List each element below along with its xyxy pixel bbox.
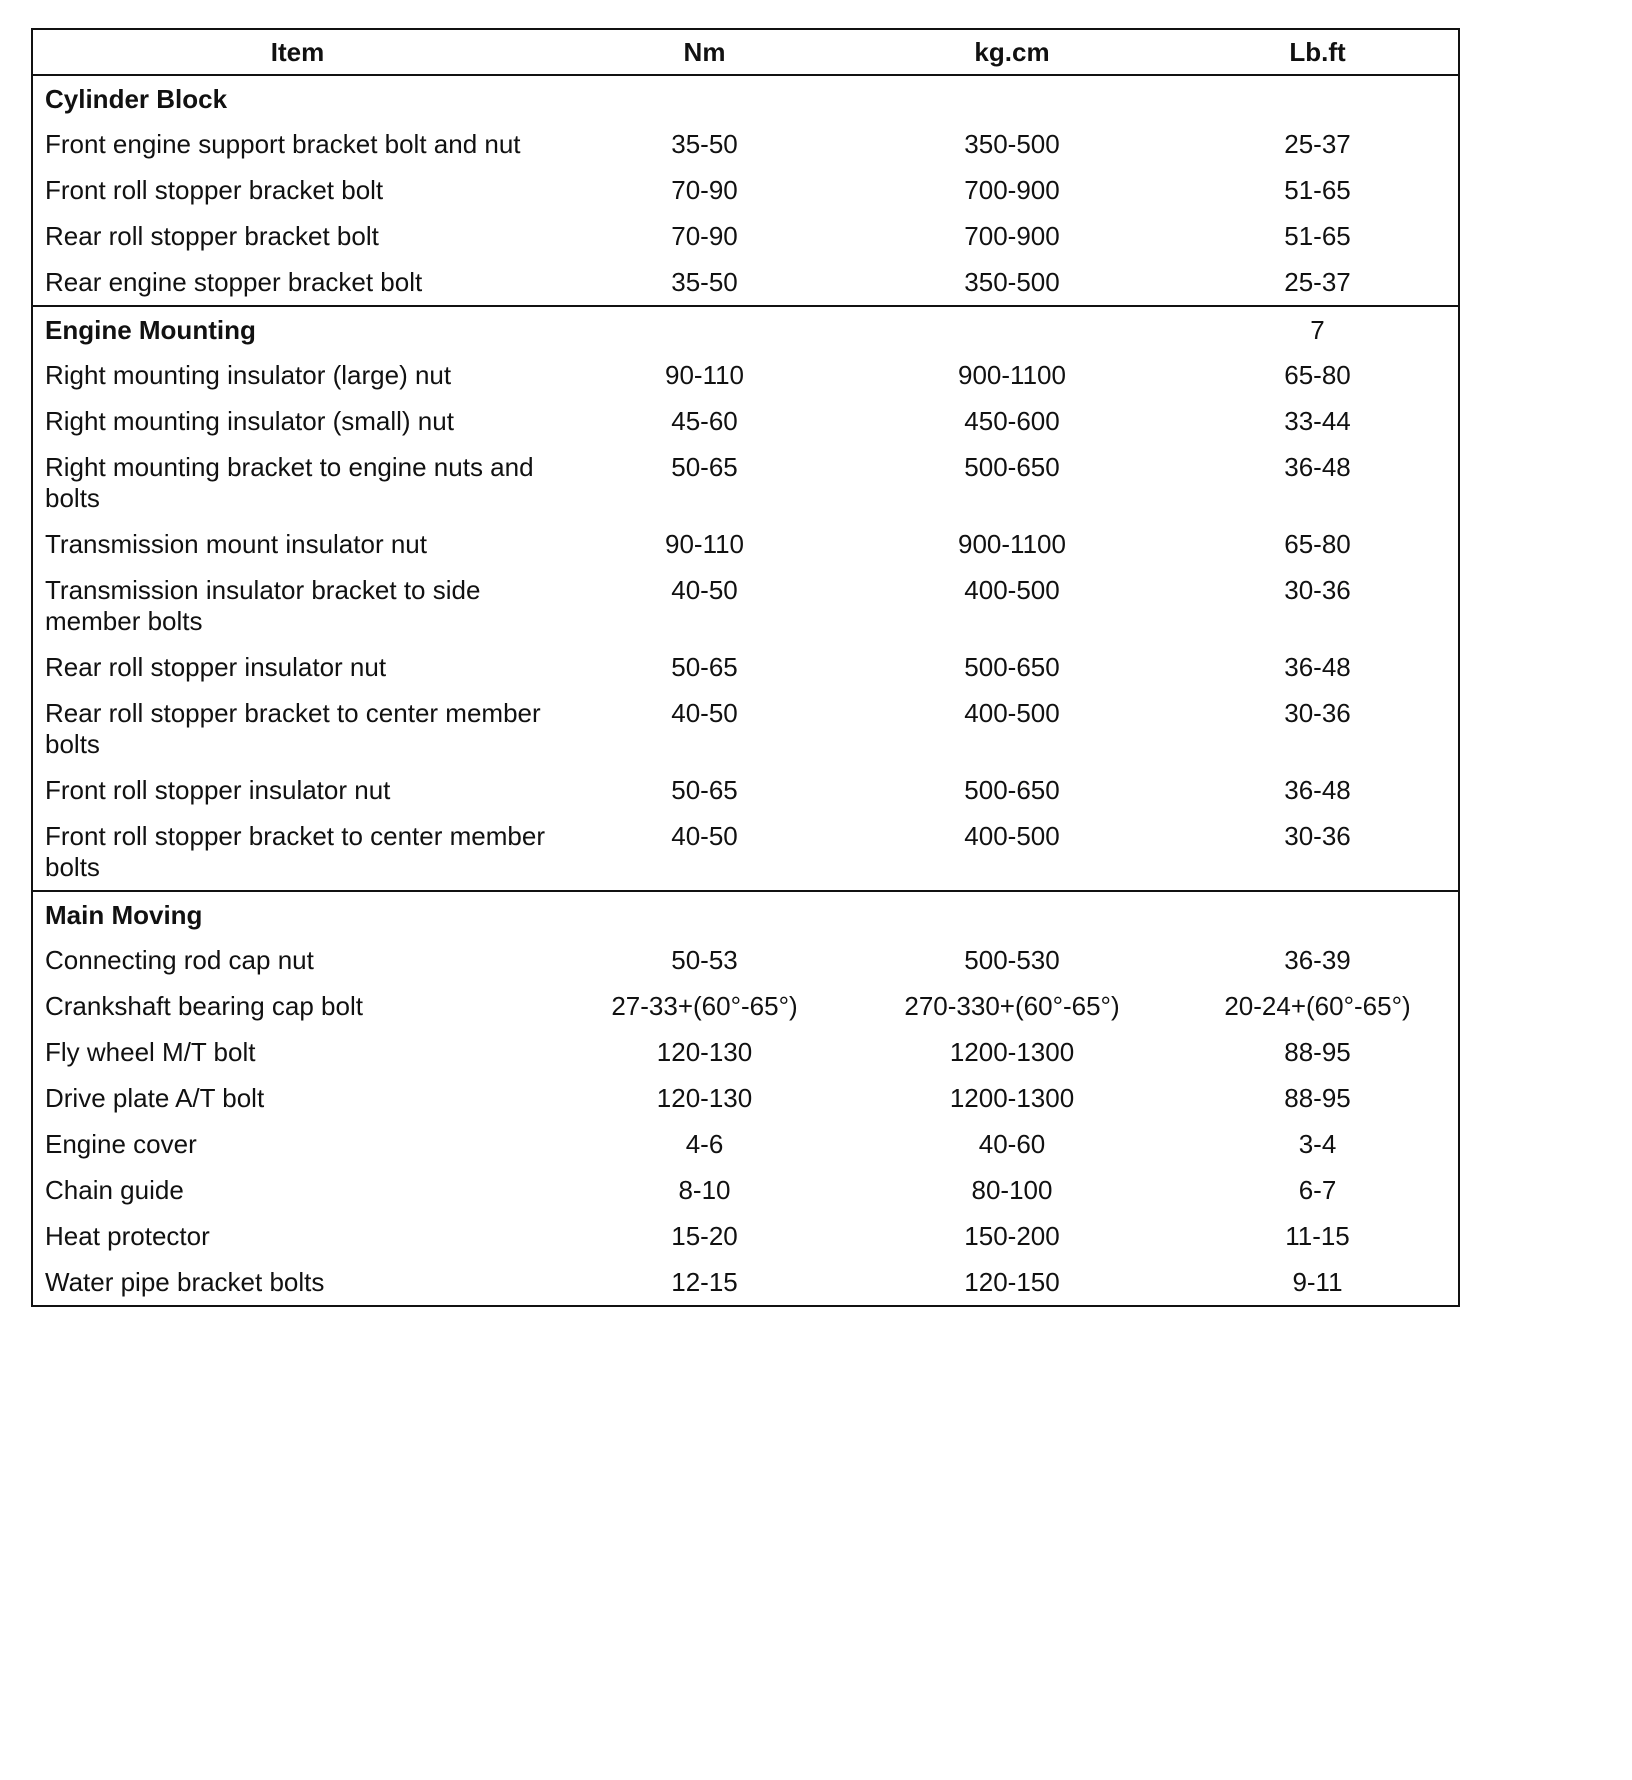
lbft-cell: 30-36 [1284, 698, 1351, 728]
item-cell: Front roll stopper bracket bolt [45, 175, 384, 205]
item-cell: Front roll stopper insulator nut [45, 775, 391, 805]
table-row [32, 1078, 1459, 1124]
nm-cell: 40-50 [671, 698, 738, 728]
kgcm-cell: 400-500 [964, 698, 1060, 728]
table-row [32, 986, 1459, 1032]
section-title: Main Moving [32, 891, 562, 940]
nm-cell: 40-50 [671, 821, 738, 851]
kgcm-cell: 350-500 [964, 129, 1060, 159]
table-row [32, 216, 1459, 262]
nm-cell: 70-90 [671, 175, 738, 205]
table-row [32, 940, 1459, 986]
lbft-cell: 88-95 [1284, 1083, 1351, 1113]
table-row [32, 124, 1459, 170]
table-header [32, 29, 1459, 75]
lbft-cell: 9-11 [1292, 1267, 1343, 1297]
kgcm-cell: 80-100 [971, 1175, 1053, 1205]
section-note-kgcm [847, 306, 1177, 355]
nm-cell: 35-50 [671, 267, 738, 297]
table-row [32, 524, 1459, 570]
item-cell: Front engine support bracket bolt and nut [45, 129, 521, 159]
table-row [32, 401, 1459, 447]
nm-cell: 120-130 [656, 1037, 753, 1067]
lbft-cell: 36-48 [1284, 452, 1351, 482]
lbft-cell: 36-48 [1284, 775, 1351, 805]
section-header-row [32, 306, 1459, 355]
kgcm-cell: 500-530 [964, 945, 1060, 975]
nm-cell: 4-6 [685, 1129, 724, 1159]
item-cell: Crankshaft bearing cap bolt [45, 991, 363, 1021]
section-group [32, 306, 1459, 891]
section-note-lbft: 7 [1177, 306, 1459, 355]
section-header-row [32, 891, 1459, 940]
kgcm-cell: 150-200 [964, 1221, 1060, 1251]
nm-cell: 8-10 [678, 1175, 731, 1205]
kgcm-cell: 350-500 [964, 267, 1060, 297]
nm-cell: 12-15 [671, 1267, 738, 1297]
lbft-cell: 25-37 [1284, 129, 1351, 159]
kgcm-cell: 900-1100 [958, 360, 1066, 390]
section-note-lbft [1177, 891, 1459, 940]
item-cell: Rear roll stopper bracket bolt [45, 221, 379, 251]
lbft-cell: 65-80 [1284, 360, 1351, 390]
item-cell: Drive plate A/T bolt [45, 1083, 265, 1113]
section-note-lbft [1177, 75, 1459, 124]
nm-cell: 15-20 [671, 1221, 738, 1251]
table-row [32, 1170, 1459, 1216]
lbft-cell: 33-44 [1284, 406, 1351, 436]
lbft-cell: 51-65 [1284, 221, 1351, 251]
nm-cell: 27-33+(60°-65°) [611, 991, 798, 1021]
lbft-cell: 30-36 [1284, 575, 1351, 605]
kgcm-cell: 400-500 [964, 821, 1060, 851]
nm-cell: 45-60 [671, 406, 738, 436]
item-cell: Right mounting bracket to engine nuts and bolts [45, 452, 534, 513]
item-cell: Connecting rod cap nut [45, 945, 314, 975]
nm-cell: 50-65 [671, 775, 738, 805]
kgcm-cell: 500-650 [964, 652, 1060, 682]
header-row [32, 29, 1459, 75]
item-cell: Heat protector [45, 1221, 210, 1251]
kgcm-cell: 1200-1300 [949, 1037, 1075, 1067]
section-title: Engine Mounting [32, 306, 562, 355]
table-row [32, 1032, 1459, 1078]
table-row [32, 355, 1459, 401]
section-note-nm [562, 75, 847, 124]
table-row [32, 447, 1459, 524]
kgcm-cell: 500-650 [964, 452, 1060, 482]
nm-cell: 50-65 [671, 452, 738, 482]
nm-cell: 40-50 [671, 575, 738, 605]
section-note-nm [562, 306, 847, 355]
torque-spec-table [31, 28, 1460, 1307]
item-cell: Fly wheel M/T bolt [45, 1037, 256, 1067]
kgcm-cell: 900-1100 [958, 529, 1066, 559]
lbft-cell: 6-7 [1298, 1175, 1337, 1205]
item-cell: Right mounting insulator (large) nut [45, 360, 452, 390]
section-title: Cylinder Block [45, 84, 228, 114]
table-row [32, 1216, 1459, 1262]
table-row [32, 647, 1459, 693]
lbft-cell: 36-39 [1284, 945, 1351, 975]
item-cell: Transmission mount insulator nut [45, 529, 427, 559]
section-group [32, 75, 1459, 306]
item-cell: Transmission insulator bracket to side member bolts [45, 575, 481, 636]
nm-cell: 50-65 [671, 652, 738, 682]
table-row [32, 770, 1459, 816]
nm-cell: 50-53 [671, 945, 738, 975]
kgcm-cell: 700-900 [964, 221, 1060, 251]
lbft-cell: 88-95 [1284, 1037, 1351, 1067]
lbft-cell: 25-37 [1284, 267, 1351, 297]
lbft-cell: 65-80 [1284, 529, 1351, 559]
table-row [32, 1124, 1459, 1170]
kgcm-cell: 700-900 [964, 175, 1060, 205]
nm-cell: 120-130 [656, 1083, 753, 1113]
item-cell: Rear engine stopper bracket bolt [45, 267, 423, 297]
kgcm-cell: 1200-1300 [949, 1083, 1075, 1113]
lbft-cell: 51-65 [1284, 175, 1351, 205]
item-cell: Rear roll stopper bracket to center member bolts [45, 698, 541, 759]
lbft-cell: 11-15 [1285, 1221, 1350, 1251]
table-row [32, 1262, 1459, 1306]
lbft-cell: 20-24+(60°-65°) [1224, 991, 1411, 1021]
table-row [32, 816, 1459, 891]
item-cell: Rear roll stopper insulator nut [45, 652, 387, 682]
section-note-kgcm [847, 891, 1177, 940]
kgcm-cell: 120-150 [964, 1267, 1060, 1297]
lbft-cell: 36-48 [1284, 652, 1351, 682]
item-cell: Engine cover [45, 1129, 197, 1159]
section-note-nm [562, 891, 847, 940]
section-note-kgcm [847, 75, 1177, 124]
header-nm: Nm [562, 29, 847, 75]
table-row [32, 693, 1459, 770]
kgcm-cell: 400-500 [964, 575, 1060, 605]
section-group [32, 891, 1459, 1306]
kgcm-cell: 40-60 [978, 1129, 1046, 1159]
header-lbft: Lb.ft [1177, 29, 1459, 75]
item-cell: Water pipe bracket bolts [45, 1267, 325, 1297]
nm-cell: 35-50 [671, 129, 738, 159]
header-kgcm: kg.cm [847, 29, 1177, 75]
lbft-cell: 30-36 [1284, 821, 1351, 851]
item-cell: Front roll stopper bracket to center member bolts [45, 821, 545, 882]
table-row [32, 170, 1459, 216]
nm-cell: 90-110 [664, 529, 745, 559]
kgcm-cell: 450-600 [964, 406, 1060, 436]
table-row [32, 262, 1459, 306]
nm-cell: 70-90 [671, 221, 738, 251]
item-cell: Chain guide [45, 1175, 184, 1205]
header-item: Item [32, 29, 562, 75]
table-row [32, 570, 1459, 647]
item-cell: Right mounting insulator (small) nut [45, 406, 454, 436]
section-header-row [32, 75, 1459, 124]
nm-cell: 90-110 [664, 360, 745, 390]
lbft-cell: 3-4 [1298, 1129, 1337, 1159]
kgcm-cell: 500-650 [964, 775, 1060, 805]
kgcm-cell: 270-330+(60°-65°) [904, 991, 1120, 1021]
